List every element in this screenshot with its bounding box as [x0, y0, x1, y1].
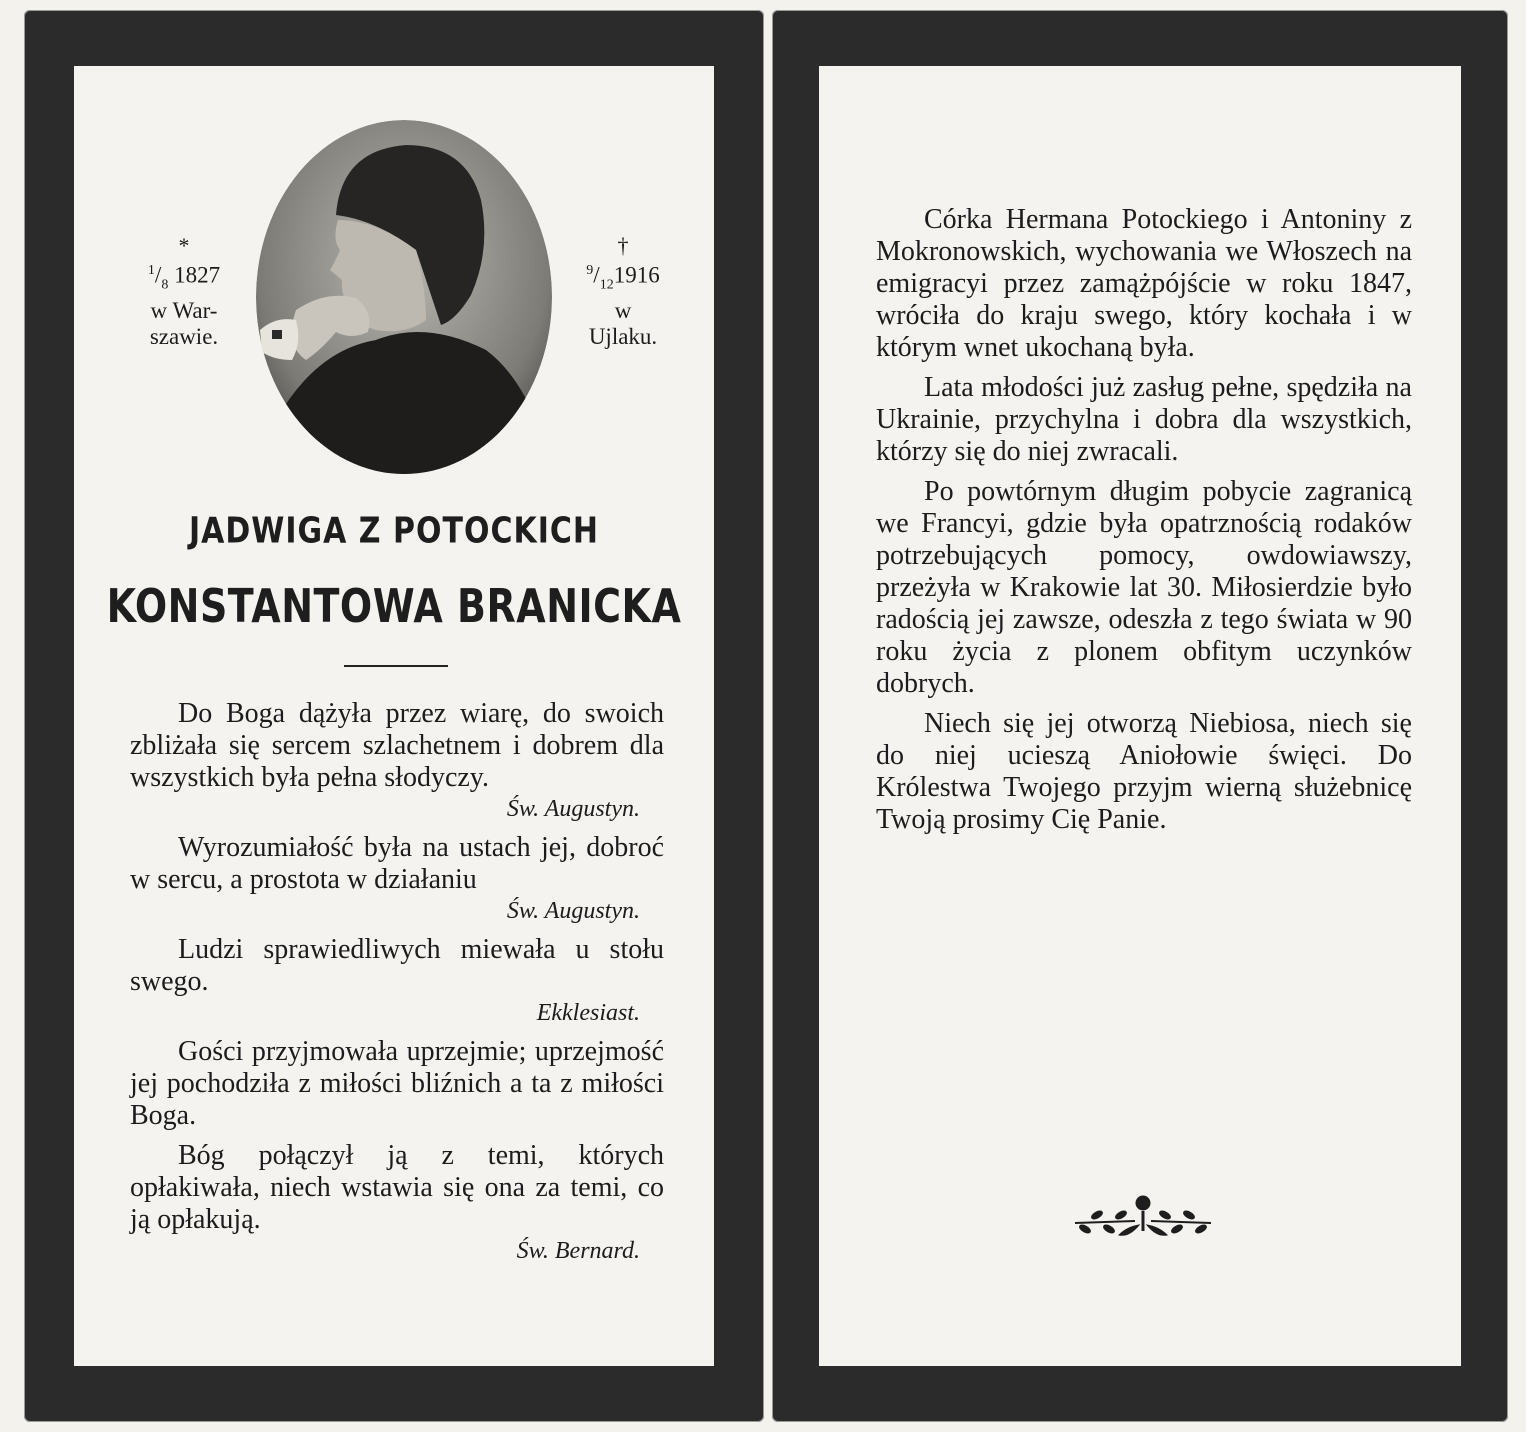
death-date [568, 234, 678, 350]
bio-paragraph-1: Córka Hermana Potockiego i Antoniny z Mokronowskich, wychowania we Włoszech na emigracyi przez zamążpójście w roku 1847, wróciła do kraju swego, który kochała i w którym wnet ukochaną była. [876, 204, 1412, 363]
left-panel [74, 66, 714, 1366]
quote-1: Do Boga dążyła przez wiarę, do swoich zbliżała się sercem szlachetnem i dobrem dla wszystkich była pełna słodyczy. [130, 698, 664, 793]
quote-2-source: Św. Augustyn. [506, 898, 640, 924]
name-line-2: KONSTANTOWA BRANICKA [106, 579, 682, 633]
divider-rule [344, 665, 448, 667]
birth-place-line1: w War- [150, 298, 218, 324]
quote-2: Wyrozumiałość była na ustach jej, dobroć w sercu, a prostota w działaniu [130, 832, 664, 895]
death-date-value: $^9/_{12}1916$ [586, 262, 660, 293]
right-panel [819, 66, 1461, 1366]
left-card [24, 10, 764, 1422]
death-cross: † [617, 233, 629, 258]
birth-asterisk: * [178, 233, 190, 258]
quote-5: Bóg połączył ją z temi, których opłakiwała, niech wstawia się ona za temi, co ją opłakują. [130, 1140, 664, 1235]
quote-3-source: Ekklesiast. [536, 1000, 640, 1026]
right-card [772, 10, 1508, 1422]
biography-text [876, 204, 1412, 836]
death-year: 1916 [613, 262, 660, 288]
death-month: 12 [599, 277, 614, 293]
birth-month: 8 [161, 277, 169, 293]
quotes-text [130, 698, 664, 1266]
death-place-line2: Ujlaku. [588, 324, 658, 350]
quote-3: Ludzi sprawiedliwych miewała u stołu swego. [130, 934, 664, 997]
quote-4: Gości przyjmowała uprzejmie; uprzejmość jej pochodziła z miłości bliźnich a ta z miłości Boga. [130, 1036, 664, 1131]
death-day: 9 [586, 263, 594, 278]
quote-5-source: Św. Bernard. [516, 1238, 640, 1264]
floral-ornament-icon [1069, 1191, 1217, 1241]
bio-paragraph-2: Lata młodości już zasług pełne, spędziła na Ukrainie, przychylna i dobra dla wszystkich, którzy się do niej zwracali. [876, 372, 1412, 467]
bio-paragraph-3: Po powtórnym długim pobycie zagranicą we Francyi, gdzie była opatrznością rodaków potrzebujących pomocy, owdowiawszy, przeżyła w Krakowie lat 30. Miłosierdzie było radością jej zawsze, odeszła z tego świata w 90 roku życia z plonem obfitym uczynków dobrych. [876, 476, 1412, 699]
bio-paragraph-4: Niech się jej otworzą Niebiosa, niech się do niej ucieszą Aniołowie święci. Do Królestwa Twojego przyjm wierną służebnicę Twoją prosimy Cię Panie. [876, 708, 1412, 835]
quote-1-source: Św. Augustyn. [506, 796, 640, 822]
birth-date-value: $^1/_8$ 1827 [147, 262, 221, 293]
birth-day: 1 [147, 263, 155, 278]
name-line-1: JADWIGA Z POTOCKICH [188, 510, 600, 553]
birth-date [124, 234, 244, 350]
birth-year: 1827 [174, 262, 221, 288]
birth-place-line2: szawie. [149, 324, 219, 350]
portrait-photo [256, 120, 552, 474]
death-place-line1: w [614, 298, 632, 324]
